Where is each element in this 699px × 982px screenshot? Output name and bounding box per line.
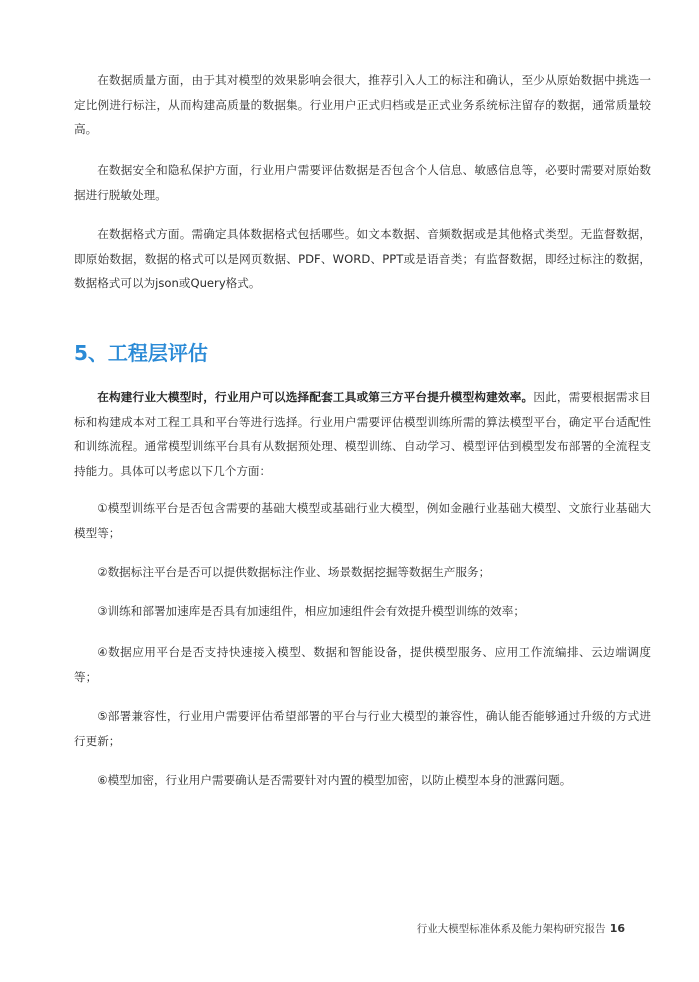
list-item-6: ⑥模型加密，行业用户需要确认是否需要针对内置的模型加密，以防止模型本身的泄露问题。: [97, 773, 572, 787]
list-item-4: ④数据应用平台是否支持快速接入模型、数据和智能设备，提供模型服务、应用工作流编排、云边端调度等；: [74, 645, 651, 684]
page-footer: [417, 920, 625, 938]
paragraph-engineering-intro: [74, 385, 651, 483]
list-item-1: ①模型训练平台是否包含需要的基础大模型或基础行业大模型，例如金融行业基础大模型、文旅行业基础大模型等；: [74, 501, 651, 540]
intro-lead-sentence: 在构建行业大模型时，行业用户可以选择配套工具或第三方平台提升模型构建效率。: [97, 390, 534, 404]
section-heading: 5、工程层评估: [74, 341, 208, 365]
paragraph-data-quality: 在数据质量方面，由于其对模型的效果影响会很大，推荐引入人工的标注和确认，至少从原始数据中挑选一定比例进行标注，从而构建高质量的数据集。行业用户正式归档或是正式业务系统标注留存的数据，通常质量较高。: [74, 73, 651, 136]
list-item-2: ②数据标注平台是否可以提供数据标注作业、场景数据挖掘等数据生产服务；: [97, 565, 491, 579]
list-item-5: ⑤部署兼容性，行业用户需要评估希望部署的平台与行业大模型的兼容性，确认能否能够通过升级的方式进行更新；: [74, 709, 651, 748]
paragraph-data-format: 在数据格式方面。需确定具体数据格式包括哪些。如文本数据、音频数据或是其他格式类型。无监督数据，即原始数据，数据的格式可以是网页数据、PDF、WORD、PPT或是语音类；有监督数据，即经过标注的数据，数据格式可以为json或Query格式。: [74, 227, 651, 290]
paragraph-data-security: 在数据安全和隐私保护方面，行业用户需要评估数据是否包含个人信息、敏感信息等，必要时需要对原始数据进行脱敏处理。: [74, 163, 651, 202]
list-item-3: ③训练和部署加速库是否具有加速组件，相应加速组件会有效提升模型训练的效率；: [97, 604, 525, 618]
page-number: 16: [609, 922, 625, 935]
intro-rest-text: 因此，需要根据需求目标和构建成本对工程工具和平台等进行选择。行业用户需要评估模型训练所需的算法模型平台，确定平台适配性和训练流程。通常模型训练平台具有从数据预处理、模型训练、自动学习、模型评估到模型发布部署的全流程支持能力。具体可以考虑以下几个方面：: [74, 390, 651, 478]
footer-title: 行业大模型标准体系及能力架构研究报告: [416, 923, 606, 935]
